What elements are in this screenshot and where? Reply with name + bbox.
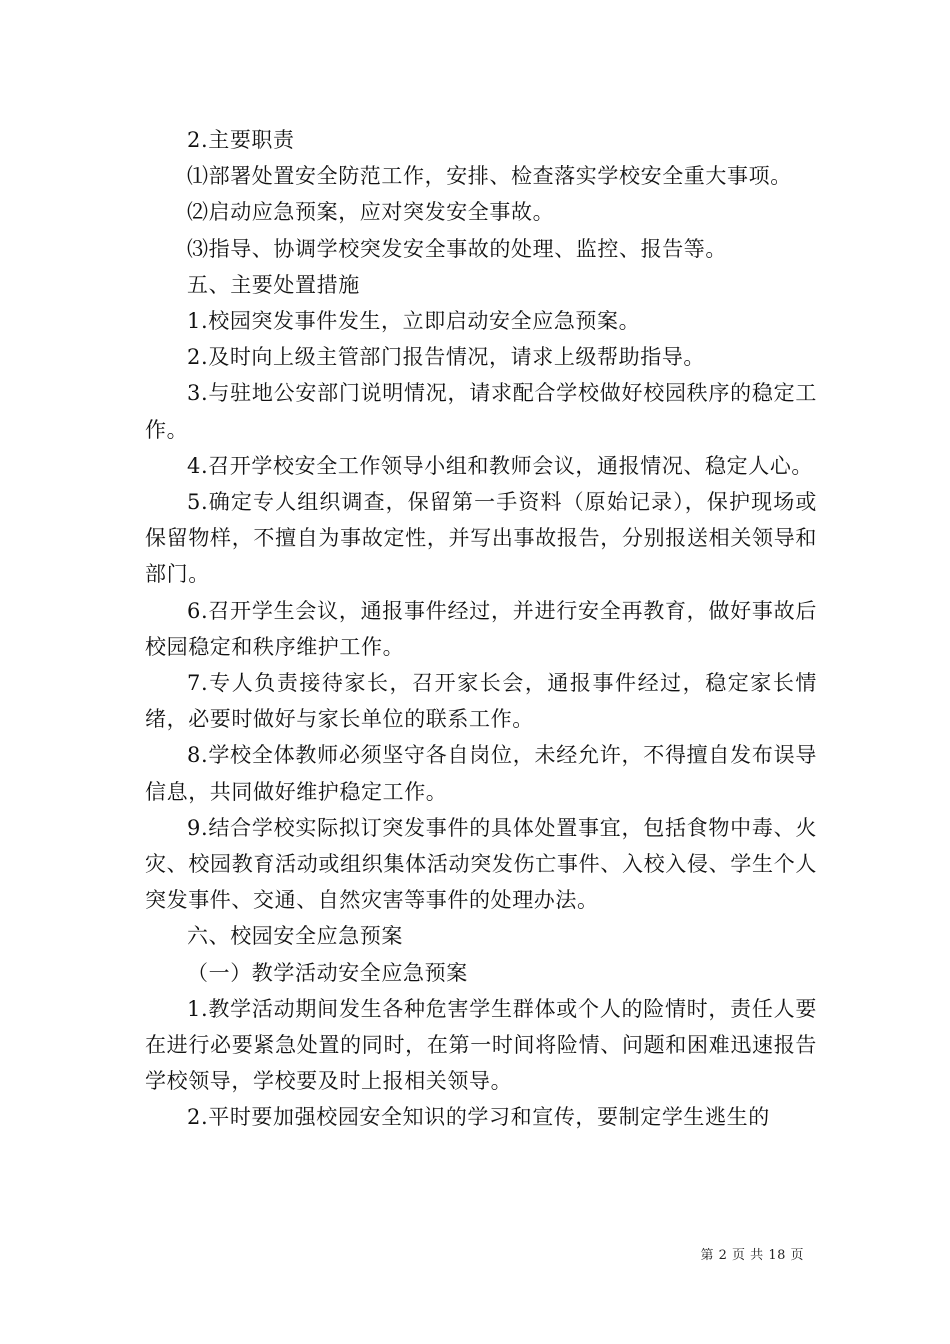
paragraph: 5.确定专人组织调查，保留第一手资料（原始记录），保护现场或保留物样，不擅自为事故定性，并写出事故报告，分别报送相关领导和部门。 (145, 490, 817, 587)
paragraph: 1.教学活动期间发生各种危害学生群体或个人的险情时，责任人要在进行必要紧急处置的同时，在第一时间将险情、问题和困难迅速报告学校领导，学校要及时上报相关领导。 (145, 996, 817, 1094)
paragraph: 1.校园突发事件发生，立即启动安全应急预案。 (187, 309, 641, 334)
paragraph: ⑵启动应急预案，应对突发安全事故。 (187, 200, 555, 225)
paragraph: 2.及时向上级主管部门报告情况，请求上级帮助指导。 (187, 345, 706, 370)
subsection-heading: （一）教学活动安全应急预案 (187, 960, 468, 985)
paragraph: 4.召开学校安全工作领导小组和教师会议，通报情况、稳定人心。 (187, 453, 814, 478)
page-number-footer: 第 2 页 共 18 页 (700, 1248, 804, 1263)
paragraph: 8.学校全体教师必须坚守各自岗位，未经允许，不得擅自发布误导信息，共同做好维护稳定工作。 (145, 743, 817, 804)
paragraph: ⑴部署处置安全防范工作，安排、检查落实学校安全重大事项。 (187, 164, 792, 189)
paragraph: 2.平时要加强校园安全知识的学习和宣传，要制定学生逃生的 (187, 1105, 770, 1130)
section-heading: 五、主要处置措施 (187, 272, 360, 297)
section-heading: 六、校园安全应急预案 (187, 924, 403, 949)
paragraph: 9.结合学校实际拟订突发事件的具体处置事宜，包括食物中毒、火灾、校园教育活动或组织集体活动突发伤亡事件、入校入侵、学生个人突发事件、交通、自然灾害等事件的处理办法。 (145, 815, 817, 913)
paragraph: 6.召开学生会议，通报事件经过，并进行安全再教育，做好事故后校园稳定和秩序维护工作。 (145, 598, 817, 659)
paragraph: ⑶指导、协调学校突发安全事故的处理、监控、报告等。 (187, 236, 727, 261)
document-body (145, 122, 817, 1136)
paragraph: 2.主要职责 (187, 128, 295, 152)
paragraph: 3.与驻地公安部门说明情况，请求配合学校做好校园秩序的稳定工作。 (145, 381, 817, 442)
paragraph: 7.专人负责接待家长，召开家长会，通报事件经过，稳定家长情绪，必要时做好与家长单位的联系工作。 (145, 671, 817, 732)
